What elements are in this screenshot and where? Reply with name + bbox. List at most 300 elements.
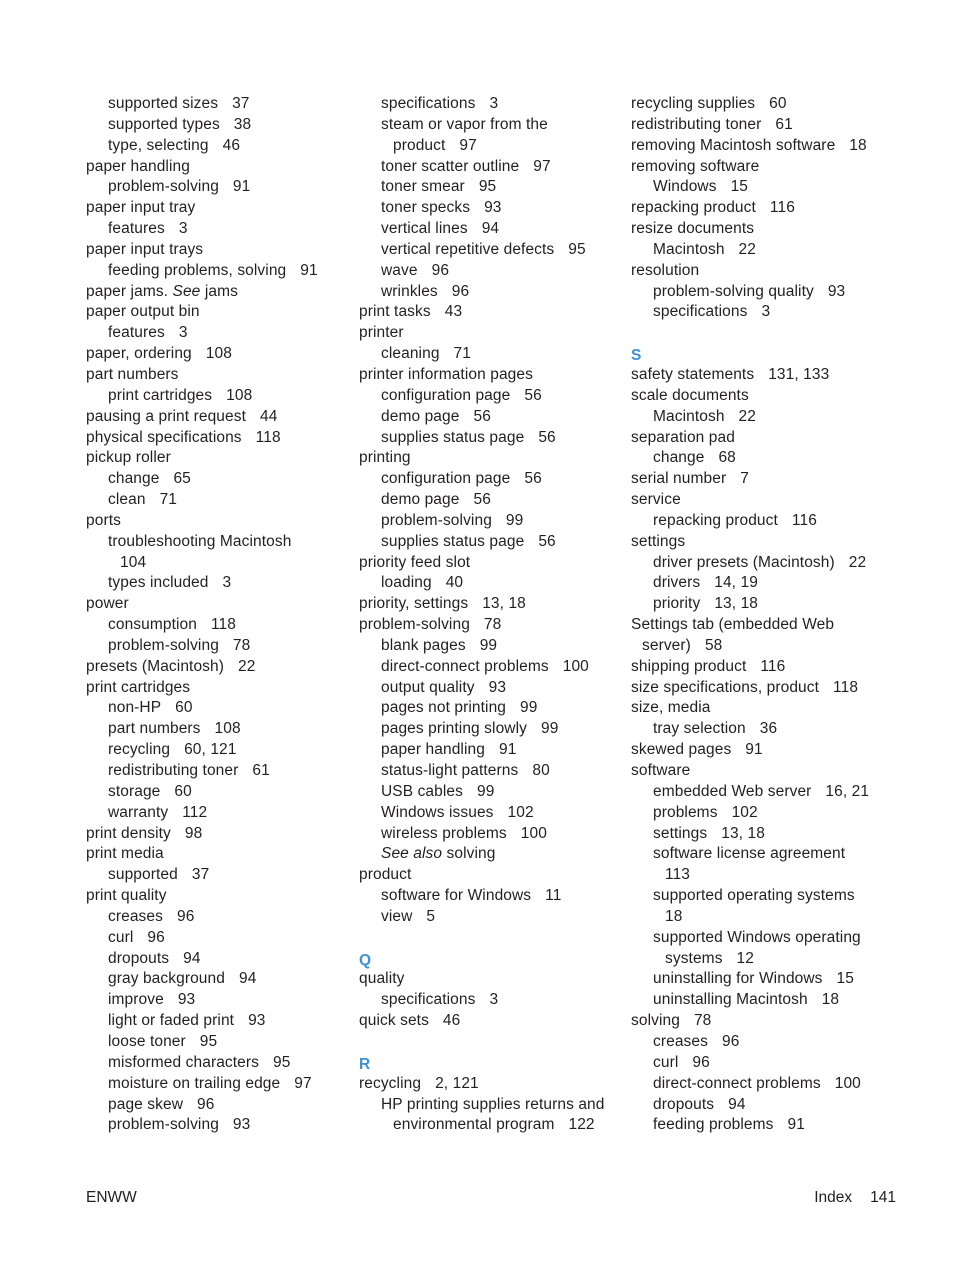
footer-left: ENWW <box>86 1189 137 1206</box>
entry-term: page skew <box>108 1095 184 1113</box>
index-subentry <box>631 594 891 615</box>
entry-term: embedded Web server <box>653 782 812 800</box>
entry-term: pages not printing <box>381 699 507 717</box>
entry-term: pickup roller <box>86 449 171 467</box>
page-reference: 93 <box>827 282 846 300</box>
entry-term: software for Windows <box>381 887 532 905</box>
entry-term: Windows issues <box>381 803 494 821</box>
page-reference: 99 <box>520 699 538 717</box>
index-entry <box>631 698 891 719</box>
index-entry <box>359 1011 619 1032</box>
entry-term: removing software <box>631 157 760 175</box>
entry-term: supported types <box>108 115 220 133</box>
index-entry <box>86 678 346 699</box>
entry-term: dropouts <box>653 1095 715 1113</box>
entry-term: cleaning <box>381 345 440 363</box>
index-entry <box>86 302 346 323</box>
index-entry <box>631 490 891 511</box>
index-entry <box>359 969 619 990</box>
index-entry-continuation <box>631 949 891 970</box>
page-reference: 2, 121 <box>435 1074 479 1092</box>
index-entry <box>359 448 619 469</box>
page-reference: 122 <box>568 1116 595 1134</box>
entry-term: serial number <box>631 470 727 488</box>
entry-term: wave <box>381 261 418 279</box>
entry-term: light or faded print <box>108 1012 235 1030</box>
entry-term: ports <box>86 511 121 529</box>
page-reference: 46 <box>222 136 241 154</box>
entry-term: print quality <box>86 887 167 905</box>
index-subentry <box>359 177 619 198</box>
entry-term: status-light patterns <box>381 762 519 779</box>
index-subentry <box>631 928 891 949</box>
index-entry <box>359 553 619 574</box>
entry-term: separation pad <box>631 428 735 446</box>
entry-term: part numbers <box>86 365 179 383</box>
index-column-1 <box>86 94 346 1136</box>
page-reference: 12 <box>736 949 754 967</box>
page-reference: 22 <box>848 553 867 571</box>
entry-term: recycling <box>359 1074 422 1092</box>
index-entry <box>86 657 346 678</box>
index-subentry <box>359 1095 619 1116</box>
entry-term: printing <box>359 449 411 467</box>
entry-term: paper input tray <box>86 199 196 217</box>
index-subentry <box>359 719 619 740</box>
index-subentry <box>359 344 619 365</box>
index-entry <box>86 594 346 615</box>
page-reference: 97 <box>533 157 551 175</box>
entry-term: wrinkles <box>381 282 438 300</box>
entry-term: scale documents <box>631 386 749 404</box>
index-subentry <box>86 323 346 344</box>
entry-term: settings <box>631 532 686 550</box>
page-reference: 91 <box>300 261 318 279</box>
index-entry <box>86 511 346 532</box>
index-entry <box>631 532 891 553</box>
entry-term: supported sizes <box>108 95 219 112</box>
entry-term: paper input trays <box>86 240 204 258</box>
page-reference: 94 <box>238 970 257 988</box>
entry-term: presets (Macintosh) <box>86 657 225 675</box>
index-column-2 <box>359 94 619 1136</box>
index-subentry <box>86 532 346 553</box>
index-entry <box>86 344 346 365</box>
page-reference: 3 <box>761 303 771 321</box>
page-reference: 93 <box>232 1116 251 1134</box>
footer-right <box>814 1187 896 1209</box>
page-reference: 3 <box>222 574 232 592</box>
index-subentry <box>631 240 891 261</box>
page-reference: 96 <box>692 1053 710 1071</box>
entry-term: removing Macintosh software <box>631 136 836 154</box>
page-reference: 99 <box>479 636 498 654</box>
entry-term: configuration page <box>381 386 511 404</box>
index-entry <box>86 240 346 261</box>
index-entry-continuation <box>359 136 619 157</box>
entry-term: size specifications, product <box>631 678 820 696</box>
index-entry <box>631 678 891 699</box>
index-subentry <box>86 761 346 782</box>
page-reference: 56 <box>538 532 556 550</box>
index-subentry <box>86 1032 346 1053</box>
page-reference: 36 <box>759 720 778 738</box>
page-reference: 71 <box>453 345 471 363</box>
entry-term: print cartridges <box>108 386 213 404</box>
index-column-3 <box>631 94 891 1136</box>
entry-term: driver presets (Macintosh) <box>653 553 835 571</box>
page-reference: 15 <box>730 178 749 196</box>
entry-term: problem-solving quality <box>653 282 814 300</box>
index-entry <box>631 157 891 178</box>
index-subentry <box>86 969 346 990</box>
index-entry <box>631 428 891 449</box>
entry-term: environmental program <box>393 1116 555 1134</box>
page-reference: 94 <box>183 949 201 967</box>
entry-term: paper handling <box>86 157 190 175</box>
index-subentry <box>86 573 346 594</box>
section-letter: S <box>631 347 642 365</box>
index-subentry <box>631 824 891 845</box>
entry-term: pages printing slowly <box>381 720 527 738</box>
entry-term: creases <box>653 1032 708 1050</box>
index-entry <box>631 198 891 219</box>
entry-term: supplies status page <box>381 532 525 550</box>
page-reference: 61 <box>252 762 270 779</box>
page-reference: 80 <box>532 762 550 779</box>
index-subentry <box>631 844 891 865</box>
entry-term: part numbers <box>108 720 201 738</box>
entry-term: print cartridges <box>86 678 191 696</box>
page-reference: 22 <box>738 407 756 425</box>
page-reference: 96 <box>176 907 195 925</box>
page-reference: 13, 18 <box>721 824 765 842</box>
entry-term: product <box>393 136 446 154</box>
page-reference: 13, 18 <box>482 595 526 613</box>
index-subentry <box>86 636 346 657</box>
page-reference: 93 <box>488 678 507 696</box>
index-subentry <box>86 782 346 803</box>
page-reference: 68 <box>718 449 736 467</box>
entry-term: view <box>381 907 413 925</box>
page-reference: 91 <box>232 178 251 196</box>
index-subentry <box>631 886 891 907</box>
entry-term: problem-solving <box>108 636 219 654</box>
entry-term: storage <box>108 782 161 800</box>
index-subentry <box>631 1032 891 1053</box>
index-subentry <box>86 907 346 928</box>
page-reference: 71 <box>159 491 178 509</box>
entry-term: specifications <box>381 991 476 1009</box>
page-reference: 13, 18 <box>714 595 759 613</box>
page-reference: 116 <box>791 511 817 529</box>
page-reference: 99 <box>505 511 524 529</box>
entry-term: problem-solving <box>108 1116 219 1134</box>
entry-term: supported operating systems <box>653 887 855 905</box>
entry-term: improve <box>108 991 164 1009</box>
page-reference: 99 <box>540 720 559 738</box>
index-entry <box>86 157 346 178</box>
entry-term: tray selection <box>653 720 746 738</box>
index-entry <box>359 615 619 636</box>
page-reference: 18 <box>849 136 867 154</box>
page-reference: 97 <box>294 1074 312 1092</box>
page-reference: 7 <box>740 470 749 488</box>
page-reference: 22 <box>738 240 756 258</box>
section-spacer <box>359 928 619 949</box>
entry-term: specifications <box>381 95 476 112</box>
index-subentry <box>631 448 891 469</box>
index-subentry <box>86 928 346 949</box>
page-reference: 58 <box>704 636 723 654</box>
page-reference: 78 <box>232 636 251 654</box>
entry-term: priority feed slot <box>359 553 471 571</box>
index-subentry <box>86 386 346 407</box>
entry-term: loading <box>381 574 432 592</box>
page-reference: 65 <box>173 470 191 488</box>
index-subentry <box>86 1095 346 1116</box>
index-entry <box>359 865 619 886</box>
page-reference: 118 <box>210 616 236 634</box>
index-subentry <box>359 219 619 240</box>
entry-term: Settings tab (embedded Web <box>631 616 835 634</box>
entry-term: feeding problems, solving <box>108 261 287 279</box>
page-reference: 78 <box>693 1012 712 1030</box>
entry-term: printer <box>359 324 404 342</box>
index-entry <box>86 448 346 469</box>
entry-term: warranty <box>108 803 169 821</box>
entry-term: troubleshooting Macintosh <box>108 532 292 550</box>
index-entry <box>631 115 891 136</box>
cross-reference-target: solving <box>446 845 496 863</box>
page-reference: 56 <box>473 491 491 509</box>
page-reference: 93 <box>177 991 196 1009</box>
index-entry <box>631 386 891 407</box>
page-reference: 60 <box>174 782 192 800</box>
index-subentry <box>631 302 891 323</box>
index-subentry <box>631 1074 891 1095</box>
index-subentry <box>86 1053 346 1074</box>
page-reference: 14, 19 <box>714 574 758 592</box>
index-entry <box>86 407 346 428</box>
entry-term: 18 <box>665 907 683 925</box>
entry-term: repacking product <box>631 199 756 217</box>
entry-term: redistributing toner <box>108 762 239 779</box>
index-subentry <box>86 740 346 761</box>
page-reference: 56 <box>524 386 542 404</box>
page-reference: 43 <box>444 303 463 321</box>
page-reference: 40 <box>445 574 464 592</box>
index-subentry <box>359 657 619 678</box>
page-reference: 38 <box>233 115 252 133</box>
index-subentry <box>631 177 891 198</box>
entry-term: paper handling <box>381 741 485 759</box>
page-reference: 131, 133 <box>768 365 830 383</box>
entry-term: problem-solving <box>381 511 492 529</box>
entry-term: types included <box>108 574 209 592</box>
page-reference: 60 <box>175 699 193 717</box>
index-subentry <box>359 428 619 449</box>
index-entry <box>631 94 891 115</box>
index-subentry <box>359 907 619 928</box>
index-subentry <box>631 282 891 303</box>
entry-term: vertical repetitive defects <box>381 240 555 258</box>
index-subentry <box>359 761 619 782</box>
index-entry-continuation <box>631 636 891 657</box>
entry-term: supported Windows operating <box>653 928 861 946</box>
entry-term: curl <box>653 1053 679 1071</box>
index-entry <box>631 261 891 282</box>
entry-term: paper, ordering <box>86 345 192 363</box>
page-reference: 56 <box>524 470 542 488</box>
entry-term: resolution <box>631 261 700 279</box>
index-entry <box>359 594 619 615</box>
entry-term: demo page <box>381 491 460 509</box>
page-reference: 116 <box>769 199 795 217</box>
entry-term: power <box>86 595 129 613</box>
entry-term: problem-solving <box>108 178 219 196</box>
index-subentry <box>631 553 891 574</box>
index-subentry <box>86 490 346 511</box>
page-reference: 3 <box>489 95 499 112</box>
entry-term: pausing a print request <box>86 407 246 425</box>
entry-term: vertical lines <box>381 220 468 238</box>
entry-term: misformed characters <box>108 1053 260 1071</box>
entry-term: software license agreement <box>653 845 846 863</box>
index-subentry <box>631 511 891 532</box>
entry-term: clean <box>108 491 146 509</box>
index-subentry <box>359 678 619 699</box>
entry-term: service <box>631 491 681 509</box>
index-subentry <box>86 1115 346 1136</box>
entry-term: HP printing supplies returns and <box>381 1095 605 1113</box>
index-entry <box>359 323 619 344</box>
page-reference: 96 <box>721 1032 740 1050</box>
entry-term: configuration page <box>381 470 511 488</box>
page-reference: 100 <box>834 1074 861 1092</box>
index-subentry <box>86 949 346 970</box>
page-reference: 95 <box>199 1032 218 1050</box>
index-entry <box>631 761 891 782</box>
page-reference: 37 <box>232 95 250 112</box>
index-subentry <box>359 386 619 407</box>
index-subentry <box>359 282 619 303</box>
index-subentry <box>359 94 619 115</box>
index-entry <box>631 1011 891 1032</box>
entry-term: quick sets <box>359 1012 429 1030</box>
page-reference: 16, 21 <box>825 782 870 800</box>
page-reference: 22 <box>238 657 256 675</box>
entry-term: 104 <box>120 553 147 571</box>
page-reference: 97 <box>459 136 477 154</box>
index-subentry <box>86 469 346 490</box>
index-subentry <box>359 532 619 553</box>
index-entry <box>86 282 346 303</box>
index-subentry <box>631 573 891 594</box>
page-reference: 96 <box>431 261 450 279</box>
index-subentry <box>359 469 619 490</box>
index-subentry <box>86 177 346 198</box>
index-subentry <box>631 990 891 1011</box>
index-subentry <box>86 698 346 719</box>
entry-term: size, media <box>631 699 711 717</box>
index-subentry <box>359 240 619 261</box>
entry-term: wireless problems <box>381 824 507 842</box>
index-entry <box>631 740 891 761</box>
page-reference: 100 <box>562 657 589 675</box>
entry-term: toner scatter outline <box>381 157 520 175</box>
index-entry <box>86 198 346 219</box>
entry-term: gray background <box>108 970 225 988</box>
index-entry <box>359 302 619 323</box>
index-subentry <box>359 261 619 282</box>
entry-term: features <box>108 220 165 238</box>
entry-term: uninstalling for Windows <box>653 970 823 988</box>
index-subentry <box>86 219 346 240</box>
page-reference: 95 <box>273 1053 291 1071</box>
index-subentry <box>359 198 619 219</box>
page-reference: 60, 121 <box>184 741 237 759</box>
entry-term: repacking product <box>653 511 778 529</box>
entry-term: uninstalling Macintosh <box>653 991 808 1009</box>
entry-term: creases <box>108 907 163 925</box>
entry-term: USB cables <box>381 782 463 800</box>
section-spacer <box>631 323 891 344</box>
page-reference: 91 <box>498 741 517 759</box>
entry-term: change <box>108 470 160 488</box>
index-subentry <box>631 782 891 803</box>
index-subentry <box>86 803 346 824</box>
page-reference: 102 <box>731 803 758 821</box>
entry-term: direct-connect problems <box>381 657 549 675</box>
entry-term: features <box>108 324 165 342</box>
entry-term: consumption <box>108 616 197 634</box>
index-subentry <box>86 1074 346 1095</box>
entry-term: paper jams. <box>86 282 169 300</box>
index-subentry <box>631 1115 891 1136</box>
page-reference: 96 <box>147 928 165 946</box>
page-reference: 37 <box>191 866 210 884</box>
entry-term: output quality <box>381 678 475 696</box>
page-reference: 91 <box>745 741 763 759</box>
page-reference: 94 <box>481 220 500 238</box>
entry-term: printer information pages <box>359 365 533 383</box>
page-reference: 3 <box>178 324 188 342</box>
page-reference: 100 <box>520 824 547 842</box>
page-reference: 5 <box>426 907 436 925</box>
page-reference: 60 <box>769 95 787 112</box>
page-reference: 56 <box>538 428 556 446</box>
entry-term: resize documents <box>631 220 755 238</box>
entry-term: Windows <box>653 178 717 196</box>
footer-page-number: 141 <box>870 1189 896 1206</box>
entry-term: non-HP <box>108 699 162 717</box>
entry-term: priority <box>653 595 701 613</box>
page-reference: 98 <box>184 824 203 842</box>
entry-term: quality <box>359 970 405 988</box>
entry-term: type, selecting <box>108 136 209 154</box>
index-entry <box>359 365 619 386</box>
page-reference: 108 <box>226 386 253 404</box>
index-entry <box>631 219 891 240</box>
index-subentry <box>359 740 619 761</box>
page-reference: 11 <box>545 887 562 905</box>
index-subentry <box>359 490 619 511</box>
index-subentry <box>631 803 891 824</box>
page-reference: 3 <box>489 991 499 1009</box>
entry-term: 113 <box>665 866 691 884</box>
entry-term: drivers <box>653 574 701 592</box>
